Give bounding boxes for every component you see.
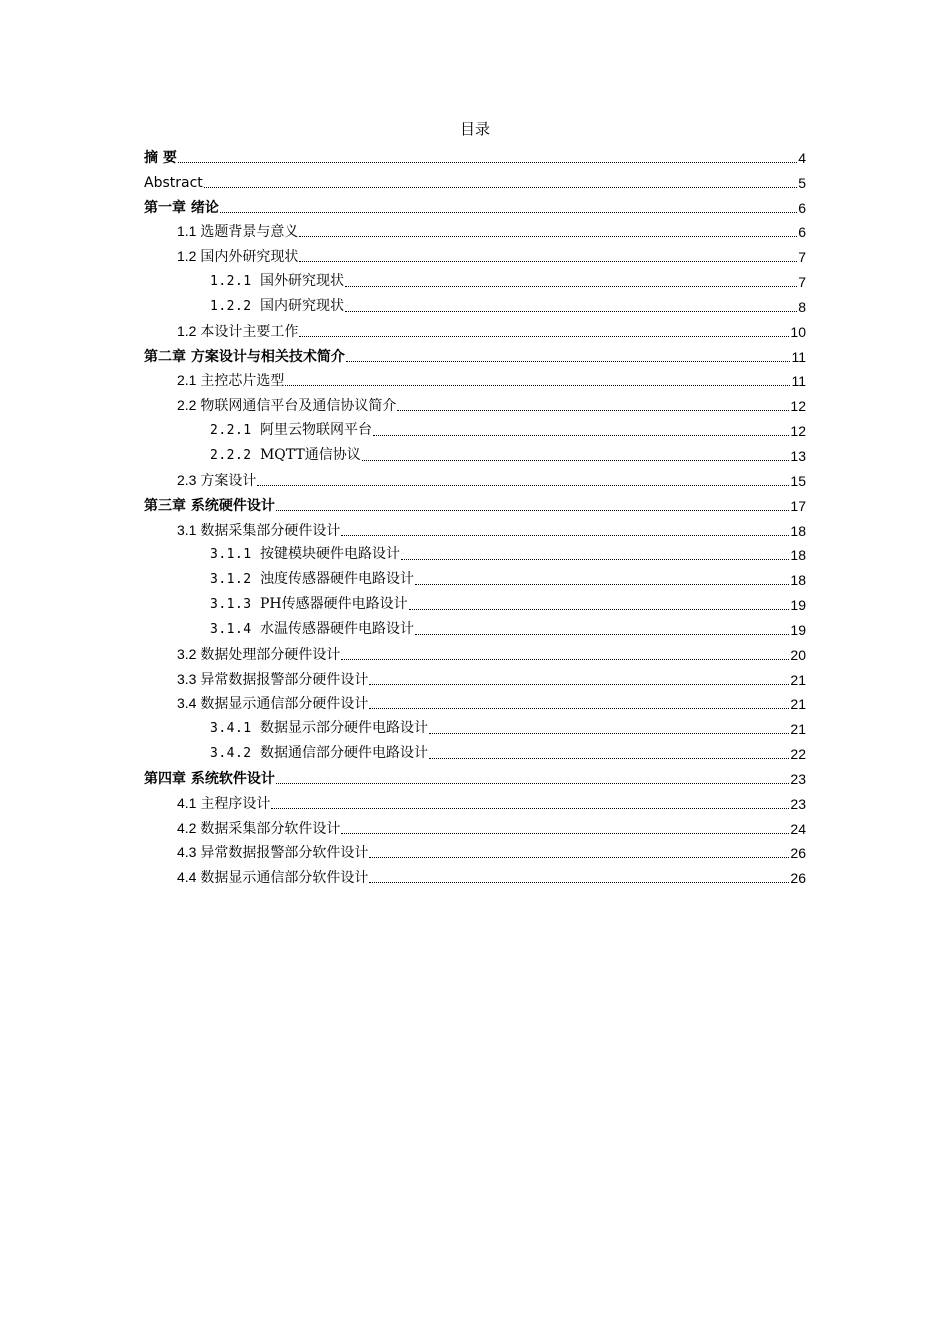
toc-entry-label bbox=[144, 149, 177, 167]
toc-page-number: 22 bbox=[790, 746, 806, 763]
toc-entry-label bbox=[210, 620, 414, 639]
toc-entry-label bbox=[210, 421, 372, 440]
toc-entry-text: 主控芯片选型 bbox=[200, 373, 285, 390]
toc-entry[interactable] bbox=[144, 763, 806, 788]
toc-entry-text: 数据采集部分软件设计 bbox=[200, 820, 341, 837]
toc-page-number: 15 bbox=[790, 472, 806, 489]
toc-entry-number: 3.1 bbox=[177, 521, 201, 538]
toc-entry[interactable] bbox=[144, 738, 806, 763]
toc-entry-label bbox=[177, 694, 368, 713]
toc-entry-number: 4.1 bbox=[177, 794, 201, 811]
toc-page-number: 6 bbox=[798, 224, 806, 241]
toc-entry-number: 3.3 bbox=[177, 670, 201, 687]
toc-entry-label bbox=[144, 199, 219, 217]
dot-leader bbox=[362, 459, 790, 461]
toc-entry-label bbox=[210, 744, 428, 763]
toc-entry-text: 数据采集部分硬件设计 bbox=[200, 522, 341, 539]
toc-entry-text: 第一章 绪论 bbox=[144, 199, 219, 216]
dot-leader bbox=[299, 335, 789, 337]
toc-entry[interactable] bbox=[144, 838, 806, 863]
toc-entry[interactable] bbox=[144, 440, 806, 465]
toc-entry-text: 选题背景与意义 bbox=[200, 224, 299, 241]
toc-entry-label bbox=[210, 297, 344, 316]
dot-leader bbox=[397, 409, 789, 411]
toc-page-number: 13 bbox=[790, 447, 806, 464]
toc-entry[interactable] bbox=[144, 564, 806, 589]
toc-entry-label bbox=[177, 843, 368, 862]
toc-entry-number: 3.1.4 bbox=[210, 621, 260, 637]
toc-page-number: 5 bbox=[798, 174, 806, 191]
toc-entry-label bbox=[210, 272, 344, 291]
toc-entry-text: 数据处理部分硬件设计 bbox=[200, 646, 341, 663]
toc-entry-number: 1.2 bbox=[177, 248, 201, 265]
toc-entry-number: 1.1 bbox=[177, 223, 201, 240]
toc-entry-number: 3.1.1 bbox=[210, 547, 260, 563]
toc-entry[interactable] bbox=[144, 490, 806, 515]
toc-entry-text: 方案设计 bbox=[200, 472, 257, 489]
dot-leader bbox=[415, 583, 789, 585]
toc-entry[interactable] bbox=[144, 291, 806, 316]
toc-page-number: 19 bbox=[790, 621, 806, 638]
dot-leader bbox=[299, 235, 797, 237]
toc-entry-text: 摘 要 bbox=[144, 149, 177, 166]
toc-entry-label bbox=[210, 545, 400, 564]
dot-leader bbox=[401, 558, 789, 560]
dot-leader bbox=[257, 484, 789, 486]
toc-entry[interactable] bbox=[144, 316, 806, 341]
toc-page-number: 21 bbox=[790, 696, 806, 713]
toc-entry-number: 3.1.3 bbox=[210, 597, 260, 613]
toc-page-number: 17 bbox=[790, 497, 806, 514]
toc-entry-number: 4.4 bbox=[177, 869, 201, 886]
toc-entry[interactable] bbox=[144, 415, 806, 440]
toc-entry[interactable] bbox=[144, 167, 806, 192]
dot-leader bbox=[345, 285, 797, 287]
toc-entry-label bbox=[177, 645, 340, 664]
toc-entry-text: 数据通信部分硬件电路设计 bbox=[259, 745, 428, 762]
toc-entry-number: 1.2.2 bbox=[210, 298, 260, 314]
toc-entry-text: 按键模块硬件电路设计 bbox=[259, 546, 400, 563]
toc-entry-number: 2.2.2 bbox=[210, 447, 260, 463]
dot-leader bbox=[345, 310, 797, 312]
dot-leader bbox=[429, 757, 789, 759]
table-of-contents bbox=[144, 142, 806, 887]
toc-entry-label bbox=[144, 497, 275, 515]
toc-entry[interactable] bbox=[144, 341, 806, 366]
toc-entry[interactable] bbox=[144, 862, 806, 887]
toc-entry-label bbox=[210, 595, 408, 614]
dot-leader bbox=[285, 384, 790, 386]
toc-entry-number: 3.4.1 bbox=[210, 721, 260, 737]
toc-entry-text: 数据显示部分硬件电路设计 bbox=[259, 720, 428, 737]
toc-entry-label bbox=[210, 719, 428, 738]
toc-entry-label bbox=[144, 770, 275, 788]
toc-entry-text: 第二章 方案设计与相关技术简介 bbox=[144, 348, 345, 365]
dot-leader bbox=[409, 608, 790, 610]
toc-entry-label bbox=[177, 471, 256, 490]
toc-entry[interactable] bbox=[144, 266, 806, 291]
toc-entry-label bbox=[177, 371, 284, 390]
toc-page-number: 20 bbox=[790, 646, 806, 663]
dot-leader bbox=[271, 807, 789, 809]
toc-entry-text: PH传感器硬件电路设计 bbox=[259, 596, 408, 613]
dot-leader bbox=[220, 211, 797, 213]
toc-entry[interactable] bbox=[144, 589, 806, 614]
toc-entry-number: 1.2.1 bbox=[210, 274, 260, 290]
toc-entry-number: 4.2 bbox=[177, 819, 201, 836]
dot-leader bbox=[341, 658, 789, 660]
toc-entry-label bbox=[177, 222, 298, 241]
toc-entry-text: 数据显示通信部分软件设计 bbox=[200, 870, 369, 887]
toc-entry[interactable] bbox=[144, 390, 806, 415]
toc-entry-text: 国内研究现状 bbox=[259, 297, 344, 314]
toc-page-number: 10 bbox=[790, 323, 806, 340]
toc-entry-number: 3.4.2 bbox=[210, 746, 260, 762]
toc-entry-label bbox=[177, 868, 368, 887]
toc-entry-text: 主程序设计 bbox=[200, 795, 271, 812]
dot-leader bbox=[346, 360, 791, 362]
dot-leader bbox=[299, 260, 797, 262]
toc-entry-label bbox=[177, 819, 340, 838]
toc-entry-text: 阿里云物联网平台 bbox=[259, 422, 372, 439]
toc-page-number: 7 bbox=[798, 274, 806, 291]
toc-page-number: 26 bbox=[790, 845, 806, 862]
toc-entry-label bbox=[210, 570, 414, 589]
toc-entry-number: 2.1 bbox=[177, 372, 201, 389]
toc-page-number: 23 bbox=[790, 770, 806, 787]
toc-entry[interactable] bbox=[144, 664, 806, 689]
toc-entry-number: 3.1.2 bbox=[210, 572, 260, 588]
toc-entry-number: 2.2.1 bbox=[210, 423, 260, 439]
toc-entry-number: 3.4 bbox=[177, 695, 201, 712]
toc-entry[interactable] bbox=[144, 639, 806, 664]
toc-entry-text: Abstract bbox=[144, 174, 203, 191]
dot-leader bbox=[369, 683, 789, 685]
toc-page-number: 7 bbox=[798, 249, 806, 266]
toc-entry-label bbox=[144, 174, 203, 192]
dot-leader bbox=[341, 832, 789, 834]
toc-entry-text: 数据显示通信部分硬件设计 bbox=[200, 696, 369, 713]
toc-entry-number: 1.2 bbox=[177, 322, 201, 339]
toc-entry[interactable] bbox=[144, 217, 806, 242]
toc-entry-text: 国外研究现状 bbox=[259, 273, 344, 290]
toc-entry-text: 本设计主要工作 bbox=[200, 323, 299, 340]
toc-page-number: 26 bbox=[790, 870, 806, 887]
toc-entry-number: 2.2 bbox=[177, 397, 201, 414]
toc-entry[interactable] bbox=[144, 689, 806, 714]
toc-entry[interactable] bbox=[144, 614, 806, 639]
dot-leader bbox=[369, 707, 789, 709]
toc-entry-label bbox=[177, 521, 340, 540]
toc-entry[interactable] bbox=[144, 366, 806, 391]
toc-entry[interactable] bbox=[144, 713, 806, 738]
toc-entry[interactable] bbox=[144, 465, 806, 490]
toc-page-number: 11 bbox=[791, 373, 806, 390]
dot-leader bbox=[276, 509, 790, 511]
dot-leader bbox=[276, 782, 790, 784]
toc-page-number: 21 bbox=[790, 671, 806, 688]
toc-entry[interactable] bbox=[144, 515, 806, 540]
toc-page-number: 19 bbox=[790, 597, 806, 614]
toc-entry-text: 国内外研究现状 bbox=[200, 249, 299, 266]
dot-leader bbox=[415, 633, 789, 635]
toc-entry[interactable] bbox=[144, 241, 806, 266]
toc-entry-text: 异常数据报警部分硬件设计 bbox=[200, 671, 369, 688]
dot-leader bbox=[369, 881, 789, 883]
toc-entry-number: 3.2 bbox=[177, 645, 201, 662]
toc-page-number: 18 bbox=[790, 547, 806, 564]
toc-page-number: 18 bbox=[790, 572, 806, 589]
toc-page-number: 21 bbox=[790, 721, 806, 738]
toc-entry-label bbox=[177, 670, 368, 689]
toc-title: 目录 bbox=[459, 120, 490, 138]
dot-leader bbox=[204, 186, 797, 188]
toc-entry-number: 4.3 bbox=[177, 844, 201, 861]
toc-entry-label bbox=[177, 247, 298, 266]
toc-entry-label bbox=[177, 794, 270, 813]
toc-page-number: 6 bbox=[798, 199, 806, 216]
toc-entry-number: 2.3 bbox=[177, 471, 201, 488]
toc-entry-text: 第四章 系统软件设计 bbox=[144, 770, 275, 787]
toc-page-number: 24 bbox=[790, 820, 806, 837]
toc-entry-label bbox=[144, 348, 345, 366]
toc-page-number: 4 bbox=[798, 149, 806, 166]
toc-page-number: 12 bbox=[790, 398, 806, 415]
toc-page-number: 18 bbox=[790, 522, 806, 539]
toc-entry[interactable] bbox=[144, 192, 806, 217]
toc-entry-text: 水温传感器硬件电路设计 bbox=[259, 620, 414, 637]
toc-page-number: 23 bbox=[790, 795, 806, 812]
dot-leader bbox=[369, 856, 789, 858]
toc-entry-label bbox=[177, 322, 298, 341]
toc-entry-label bbox=[177, 396, 396, 415]
dot-leader bbox=[341, 534, 789, 536]
toc-entry[interactable] bbox=[144, 788, 806, 813]
toc-entry-text: 浊度传感器硬件电路设计 bbox=[259, 571, 414, 588]
dot-leader bbox=[373, 434, 789, 436]
toc-entry-text: 异常数据报警部分软件设计 bbox=[200, 845, 369, 862]
toc-entry[interactable] bbox=[144, 142, 806, 167]
dot-leader bbox=[429, 732, 789, 734]
dot-leader bbox=[178, 161, 797, 163]
toc-entry-label bbox=[210, 446, 361, 465]
toc-page-number: 11 bbox=[791, 348, 806, 365]
toc-page-number: 8 bbox=[798, 298, 806, 315]
toc-entry-text: 物联网通信平台及通信协议简介 bbox=[200, 398, 397, 415]
toc-page-number: 12 bbox=[790, 423, 806, 440]
toc-entry-text: 第三章 系统硬件设计 bbox=[144, 497, 275, 514]
toc-entry-text: MQTT通信协议 bbox=[259, 446, 361, 463]
toc-entry[interactable] bbox=[144, 813, 806, 838]
toc-entry[interactable] bbox=[144, 540, 806, 565]
